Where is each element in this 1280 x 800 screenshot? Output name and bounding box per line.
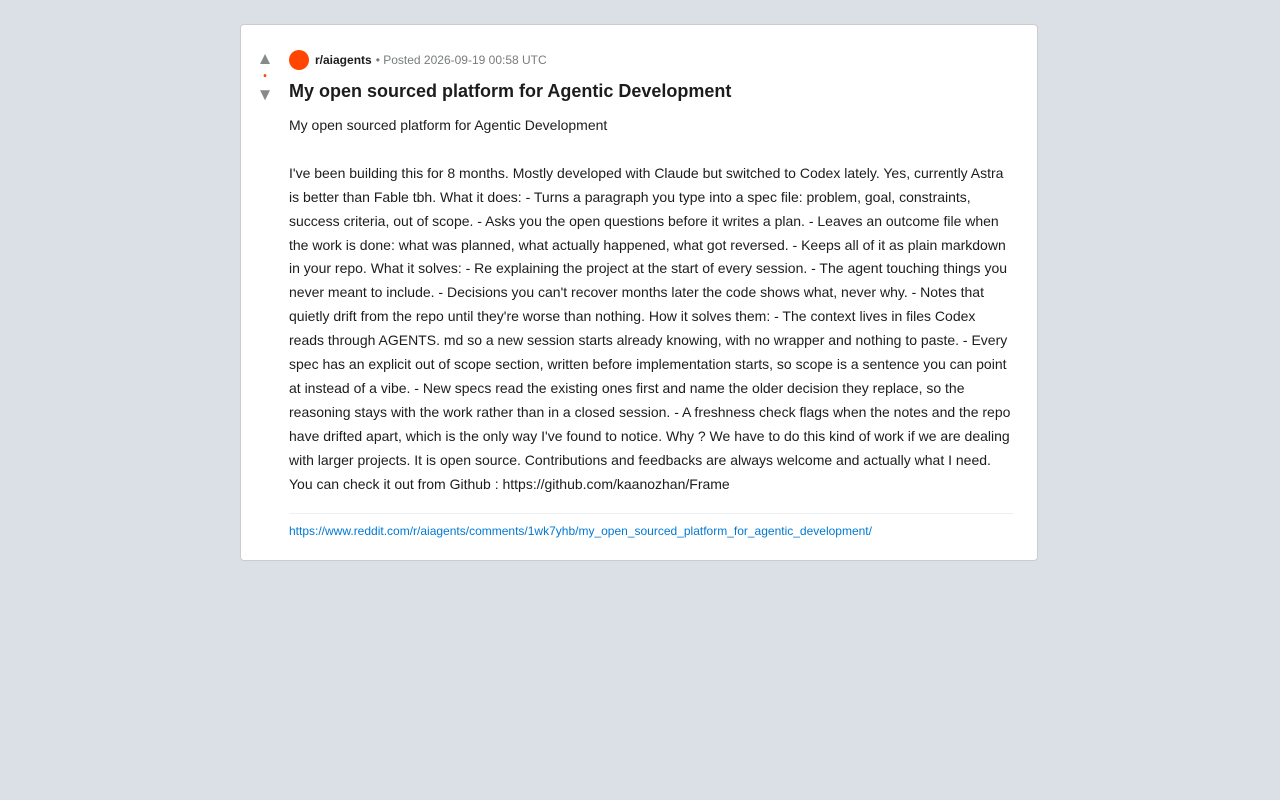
post-content [289, 49, 1013, 538]
post-body [289, 114, 1013, 496]
divider [289, 513, 1013, 514]
post-timestamp: • Posted 2026-09-19 00:58 UTC [375, 53, 547, 67]
vote-score: • [263, 71, 267, 82]
post-body-text: I've been building this for 8 months. Mostly developed with Claude but switched to Codex lately. Yes, currently Astra is better than Fable tbh. What it does: - Turns a paragraph you type into a spec file: problem, goal, constraints, success criteria, out of scope. - Asks you the open questions before it writes a plan. - Leaves an outcome file when the work is done: what was planned, what actually happened, what got reversed. - Keeps all of it as plain markdown in your repo. What it solves: - Re explaining the project at the start of every session. - The agent touching things you never meant to include. - Decisions you can't recover months later the code shows what, never why. - Notes that quietly drift from the repo until they're worse than nothing. How it solves them: - The context lives in files Codex reads through AGENTS. md so a new session starts already knowing, with no wrapper and nothing to paste. - Every spec has an explicit out of scope section, written before implementation starts, so scope is a sentence you can point at instead of a vibe. - New specs read the existing ones first and name the older decision they replace, so the reasoning stays with the work rather than in a closed session. - A freshness check flags when the notes and the repo have drifted apart, which is the only way I've found to notice. Why ? We have to do this kind of work if we are dealing with larger projects. It is open source. Contributions and feedbacks are always welcome and actually what I need. You can check it out from Github : https://github.com/kaanozhan/Frame [289, 164, 1011, 492]
post-body-intro: My open sourced platform for Agentic Development [289, 117, 608, 133]
upvote-icon[interactable]: ▲ [256, 49, 274, 68]
subreddit-link[interactable]: r/aiagents [315, 53, 372, 67]
post-card [240, 24, 1038, 561]
downvote-icon[interactable]: ▼ [256, 85, 274, 104]
post-title[interactable]: My open sourced platform for Agentic Development [289, 81, 732, 101]
vote-column [241, 49, 289, 538]
subreddit-avatar[interactable] [289, 50, 309, 70]
permalink[interactable]: https://www.reddit.com/r/aiagents/comments/1wk7yhb/my_open_sourced_platform_for_agentic_development/ [289, 524, 872, 539]
post-meta [289, 49, 1013, 71]
